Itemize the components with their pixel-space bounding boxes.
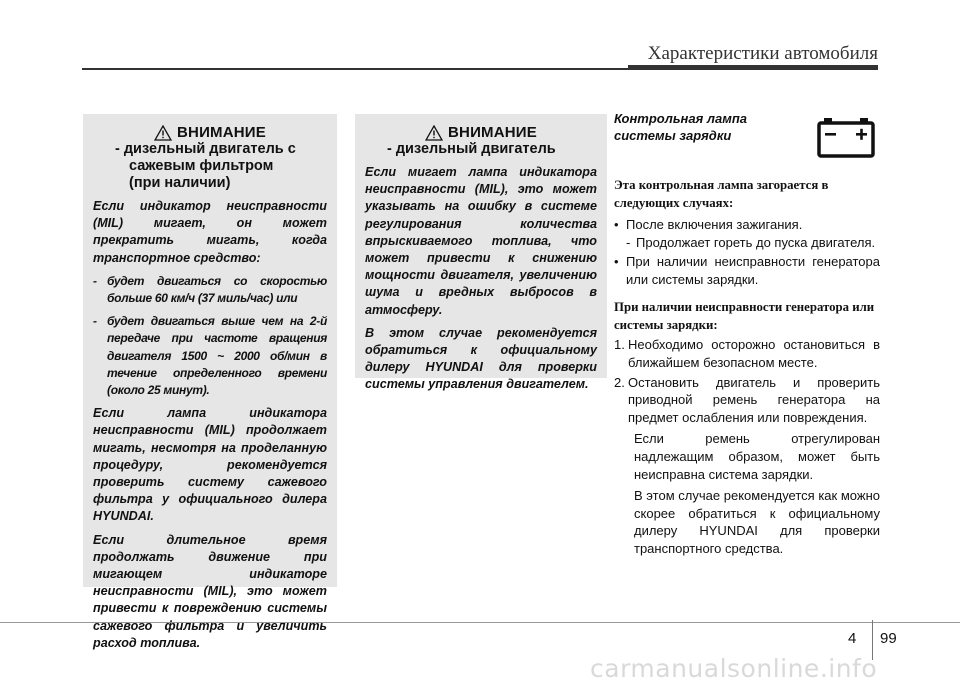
bullet-item: • При наличии неисправности генератора или системы зарядки. xyxy=(614,254,880,287)
lamp-title-line2: системы зарядки xyxy=(614,128,732,143)
warning-triangle-icon xyxy=(425,125,443,141)
warning-paragraph: Если индикатор неисправности (MIL) мигает, он может прекратить мигать, когда транспортное средство: xyxy=(93,199,327,265)
footer-rule xyxy=(0,622,960,623)
warning-paragraph: В этом случае рекомендуется обратиться к официальному дилеру HYUNDAI для проверки системы управления двигателем. xyxy=(365,325,597,392)
dash-item: - будет двигаться выше чем на 2-й передаче при частоте вращения двигателя 1500 ~ 2000 об/мин в течение определенного времени (около 25 минут). xyxy=(93,313,327,399)
numbered-item-note: Если ремень отрегулирован надлежащим образом, может быть неисправна система зарядки. xyxy=(634,431,880,482)
dash-item-text: будет двигаться со скоростью больше 60 км/ч (37 миль/час) или xyxy=(107,273,327,306)
dash-item: - будет двигаться со скоростью больше 60 км/ч (37 миль/час) или xyxy=(93,273,327,307)
lamp-title-line1: Контрольная лампа xyxy=(614,111,747,126)
lamp-intro: Эта контрольная лампа загорается в следующих случаях: xyxy=(614,178,829,210)
warning-triangle-icon xyxy=(154,125,172,141)
warning-box-diesel-dpf xyxy=(83,114,337,650)
header-title: Характеристики автомобиля xyxy=(647,43,878,64)
numbered-item: 1. Необходимо осторожно остановиться в ближайшем безопасном месте. xyxy=(614,337,880,370)
warning-paragraph: Если длительное время продолжать движение при мигающем индикаторе неисправности (MIL), это может привести к повреждению системы сажевого фильтра и увеличить расход топлива. xyxy=(93,532,327,650)
bullet-text: При наличии неисправности генератора или системы зарядки. xyxy=(626,254,880,287)
warning-subtitle-line1: - дизельный двигатель с xyxy=(115,141,296,157)
section-number: 4 xyxy=(848,630,857,647)
sub-item-text: Продолжает гореть до пуска двигателя. xyxy=(636,234,876,250)
warning-paragraph: Если мигает лампа индикатора неисправности (MIL), это может указывать на ошибку в системе регулирования количества впрыскиваемого топлива, что может привести к снижению мощности двигателя, увеличению шума и вредных выбросов в атмосферу. xyxy=(365,165,597,317)
warning-title: ВНИМАНИЕ xyxy=(448,124,537,141)
numbered-item-note: В этом случае рекомендуется как можно скорее обратиться к официальному дилеру HYUNDAI для проверки транспортного средства. xyxy=(634,488,880,556)
header-rule-accent xyxy=(628,65,878,70)
page-number: 99 xyxy=(880,630,897,647)
warning-subtitle-line1: - дизельный двигатель xyxy=(387,141,556,157)
warning-title: ВНИМАНИЕ xyxy=(177,124,266,141)
warning-subtitle-line2: сажевым фильтром xyxy=(129,158,274,174)
warning-box-diesel xyxy=(355,114,607,392)
numbered-item-text: Остановить двигатель и проверить приводной ремень генератора на предмет ослабления или повреждения. xyxy=(628,374,880,425)
bullet-item: • После включения зажигания. xyxy=(614,216,880,234)
dash-item-text: будет двигаться выше чем на 2-й передаче при частоте вращения двигателя 1500 ~ 2000 об/мин в течение определенного времени (около 25 минут). xyxy=(107,314,327,398)
battery-icon xyxy=(816,116,876,163)
watermark: carmanualsonline.info xyxy=(590,654,878,683)
sub-item: - Продолжает гореть до пуска двигателя. xyxy=(614,234,880,252)
charging-lamp-section xyxy=(614,110,880,558)
section-heading: При наличии неисправности генератора или системы зарядки: xyxy=(614,300,875,333)
numbered-item-text: Необходимо осторожно остановиться в ближайшем безопасном месте. xyxy=(628,337,880,370)
warning-subtitle-line3: (при наличии) xyxy=(129,175,231,191)
bullet-text: После включения зажигания. xyxy=(626,217,803,232)
warning-paragraph: Если лампа индикатора неисправности (MIL) продолжает мигать, несмотря на проделанную процедуру, рекомендуется проверить систему сажевого фильтра у официального дилера HYUNDAI. xyxy=(93,406,327,524)
numbered-item: 2. Остановить двигатель и проверить приводной ремень генератора на предмет ослабления или повреждения. xyxy=(614,374,880,425)
